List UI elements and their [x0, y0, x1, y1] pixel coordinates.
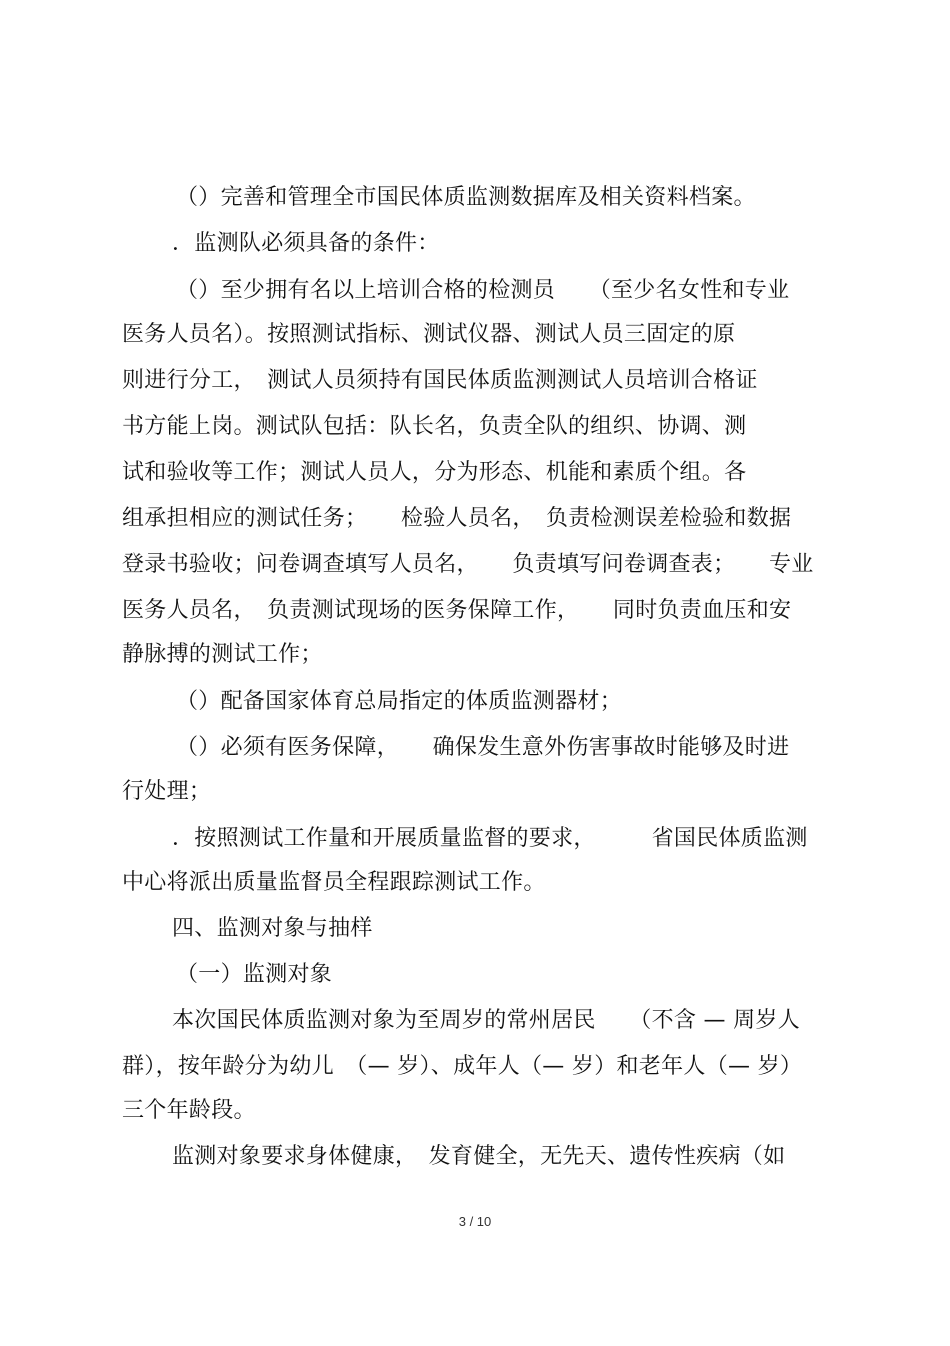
- text-line: 中心将派出质量监督员全程跟踪测试工作。: [122, 870, 546, 895]
- text-line: 群），按年龄分为幼儿 （— 岁）、成年人（— 岁）和老年人（— 岁）: [122, 1054, 803, 1079]
- text-line: 则进行分工， 测试人员须持有国民体质监测测试人员培训合格证: [122, 368, 758, 393]
- text-line: 试和验收等工作；测试人员人，分为形态、机能和素质个组。各: [122, 460, 747, 485]
- text-line: 组承担相应的测试任务； 检验人员名， 负责检测误差检验和数据: [122, 506, 792, 531]
- text-line: 医务人员名， 负责测试现场的医务保障工作， 同时负责血压和安: [122, 598, 792, 623]
- page-number: 3 / 10: [458, 1214, 492, 1229]
- text-line: 监测对象要求身体健康， 发育健全，无先天、遗传性疾病（如: [172, 1144, 786, 1169]
- text-line: 静脉搏的测试工作；: [122, 642, 323, 667]
- subsection-heading: （一）监测对象: [176, 962, 333, 987]
- text-line: 本次国民体质监测对象为至周岁的常州居民 （不含 — 周岁人: [172, 1008, 800, 1033]
- text-line: ．按照测试工作量和开展质量监督的要求， 省国民体质监测: [172, 826, 808, 851]
- text-line: 医务人员名）。按照测试指标、测试仪器、测试人员三固定的原: [122, 322, 736, 347]
- text-line: 行处理；: [122, 779, 212, 804]
- text-line: （）必须有医务保障， 确保发生意外伤害事故时能够及时进: [176, 735, 790, 760]
- text-line: （）至少拥有名以上培训合格的检测员 （至少名女性和专业: [176, 278, 790, 303]
- text-line: 登录书验收；问卷调查填写人员名， 负责填写问卷调查表； 专业: [122, 552, 814, 577]
- text-line: （）完善和管理全市国民体质监测数据库及相关资料档案。: [176, 185, 756, 210]
- section-heading: 四、监测对象与抽样: [172, 916, 373, 941]
- text-line: 书方能上岗。测试队包括：队长名，负责全队的组织、协调、测: [122, 414, 747, 439]
- text-line: （）配备国家体育总局指定的体质监测器材；: [176, 689, 623, 714]
- text-line: ．监测队必须具备的条件：: [172, 231, 440, 256]
- text-line: 三个年龄段。: [122, 1098, 256, 1123]
